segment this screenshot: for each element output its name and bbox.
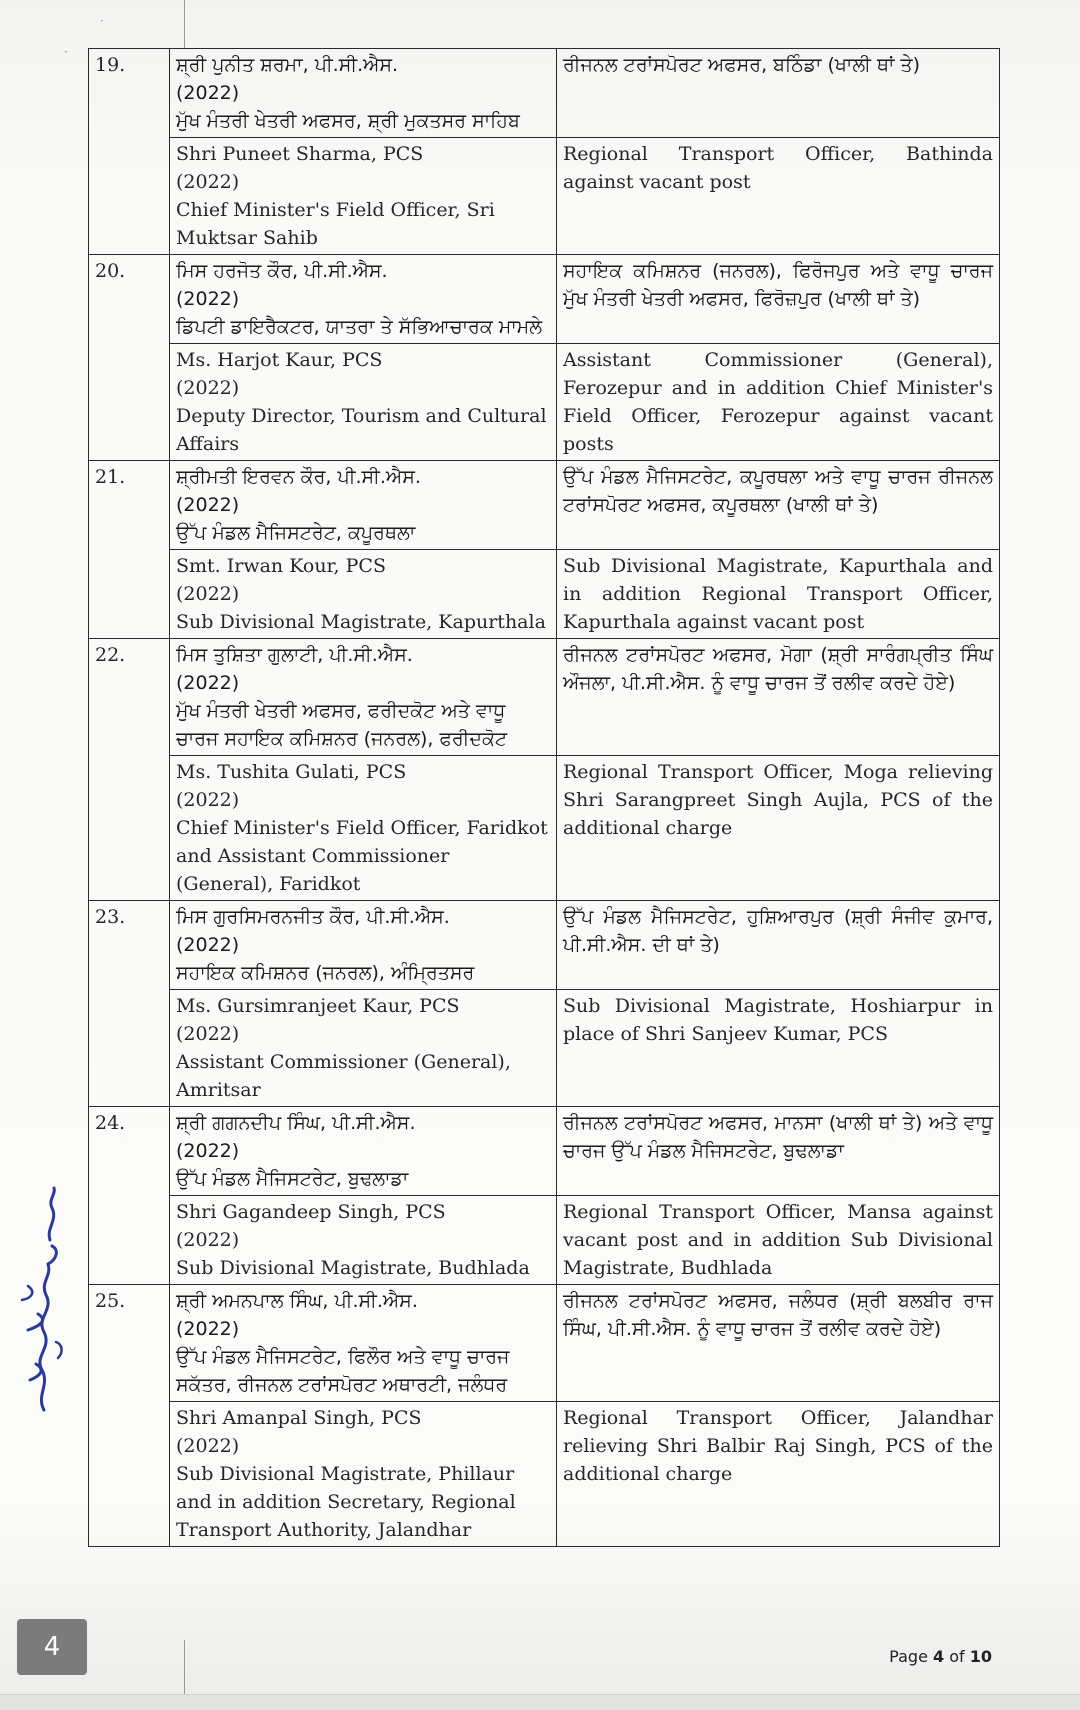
officer-name-punjabi [170, 1285, 557, 1402]
name-line: (2022) [176, 288, 240, 310]
serial-number: 21. [89, 461, 170, 639]
name-line: ਡਿਪਟੀ ਡਾਇਰੈਕਟਰ, ਯਾਤਰਾ ਤੇ ਸੱਭਿਆਚਾਰਕ ਮਾਮਲੇ [176, 316, 543, 338]
serial-number: 20. [89, 255, 170, 461]
page-footer [889, 1647, 992, 1666]
name-line: Chief Minister's Field Officer, Faridkot and Assistant Commissioner (General), Faridkot [176, 817, 548, 895]
officer-name-punjabi [170, 901, 557, 990]
table-row-punjabi [89, 461, 1000, 550]
table-row-english [89, 138, 1000, 255]
officer-name-punjabi [170, 49, 557, 138]
table-row-english [89, 1196, 1000, 1285]
name-line: ਮਿਸ ਤੁਸ਼ਿਤਾ ਗੁਲਾਟੀ, ਪੀ.ਸੀ.ਐਸ. [176, 644, 413, 666]
posting-punjabi: ਰੀਜਨਲ ਟਰਾਂਸਪੋਰਟ ਅਫਸਰ, ਮੋਗਾ (ਸ਼੍ਰੀ ਸਾਰੰਗਪ੍ਰੀਤ ਸਿੰਘ ਔਜਲਾ, ਪੀ.ਸੀ.ਐਸ. ਨੂੰ ਵਾਧੂ ਚਾਰਜ ਤੋਂ ਰਲੀਵ ਕਰਦੇ ਹੋਏ) [557, 639, 1000, 756]
name-line: Chief Minister's Field Officer, Sri Muktsar Sahib [176, 199, 495, 249]
name-line: Sub Divisional Magistrate, Kapurthala [176, 611, 546, 633]
officer-name-punjabi [170, 255, 557, 344]
officer-name-english [170, 344, 557, 461]
posting-english: Regional Transport Officer, Moga relieving Shri Sarangpreet Singh Aujla, PCS of the additional charge [557, 756, 1000, 901]
officer-name-punjabi [170, 461, 557, 550]
table-row-punjabi [89, 1285, 1000, 1402]
name-line: ਮਿਸ ਗੁਰਸਿਮਰਨਜੀਤ ਕੌਰ, ਪੀ.ਸੀ.ਐਸ. [176, 906, 450, 928]
table-row-english [89, 550, 1000, 639]
name-line: Smt. Irwan Kour, PCS [176, 555, 386, 577]
officer-name-english [170, 756, 557, 901]
posting-punjabi: ਸਹਾਇਕ ਕਮਿਸ਼ਨਰ (ਜਨਰਲ), ਫਿਰੋਜਪੁਰ ਅਤੇ ਵਾਧੂ ਚਾਰਜ ਮੁੱਖ ਮੰਤਰੀ ਖੇਤਰੀ ਅਫਸਰ, ਫਿਰੋਜ਼ਪੁਰ (ਖਾਲੀ ਥਾਂ ਤੇ) [557, 255, 1000, 344]
name-line: (2022) [176, 789, 240, 811]
name-line: (2022) [176, 1229, 240, 1251]
name-line: (2022) [176, 1023, 240, 1045]
table-row-punjabi [89, 49, 1000, 138]
name-line: (2022) [176, 934, 240, 956]
scan-mark: · [100, 14, 104, 28]
scan-bottom-strip [0, 1694, 1080, 1710]
footer-page-prefix: Page [889, 1647, 933, 1666]
officer-name-english [170, 990, 557, 1107]
name-line: Sub Divisional Magistrate, Phillaur and in addition Secretary, Regional Transport Authority, Jalandhar [176, 1463, 516, 1541]
posting-punjabi: ਉੱਪ ਮੰਡਲ ਮੈਜਿਸਟਰੇਟ, ਕਪੂਰਥਲਾ ਅਤੇ ਵਾਧੂ ਚਾਰਜ ਰੀਜਨਲ ਟਰਾਂਸਪੋਰਟ ਅਫਸਰ, ਕਪੂਰਥਲਾ (ਖਾਲੀ ਥਾਂ ਤੇ) [557, 461, 1000, 550]
footer-page-mid: of [944, 1647, 970, 1666]
page-number-badge: 4 [17, 1619, 87, 1675]
name-line: (2022) [176, 82, 240, 104]
name-line: (2022) [176, 1435, 240, 1457]
posting-english: Regional Transport Officer, Mansa against vacant post and in addition Sub Divisional Magistrate, Budhlada [557, 1196, 1000, 1285]
scan-edge-line [184, 0, 185, 48]
serial-number: 22. [89, 639, 170, 901]
posting-punjabi: ਰੀਜਨਲ ਟਰਾਂਸਪੋਰਟ ਅਫਸਰ, ਜਲੰਧਰ (ਸ਼੍ਰੀ ਬਲਬੀਰ ਰਾਜ ਸਿੰਘ, ਪੀ.ਸੀ.ਐਸ. ਨੂੰ ਵਾਧੂ ਚਾਰਜ ਤੋਂ ਰਲੀਵ ਕਰਦੇ ਹੋਏ) [557, 1285, 1000, 1402]
table-row-english [89, 344, 1000, 461]
table-row-punjabi [89, 901, 1000, 990]
posting-punjabi: ਉੱਪ ਮੰਡਲ ਮੈਜਿਸਟਰੇਟ, ਹੁਸ਼ਿਆਰਪੁਰ (ਸ਼੍ਰੀ ਸੰਜੀਵ ਕੁਮਾਰ, ਪੀ.ਸੀ.ਐਸ. ਦੀ ਥਾਂ ਤੇ) [557, 901, 1000, 990]
posting-english: Sub Divisional Magistrate, Kapurthala and in addition Regional Transport Officer, Kapurthala against vacant post [557, 550, 1000, 639]
name-line: (2022) [176, 583, 240, 605]
name-line: (2022) [176, 1318, 240, 1340]
officer-name-english [170, 550, 557, 639]
posting-english: Sub Divisional Magistrate, Hoshiarpur in place of Shri Sanjeev Kumar, PCS [557, 990, 1000, 1107]
name-line: (2022) [176, 494, 240, 516]
name-line: ਉੱਪ ਮੰਡਲ ਮੈਜਿਸਟਰੇਟ, ਕਪੂਰਥਲਾ [176, 522, 416, 544]
posting-punjabi: ਰੀਜਨਲ ਟਰਾਂਸਪੋਰਟ ਅਫਸਰ, ਬਠਿੰਡਾ (ਖਾਲੀ ਥਾਂ ਤੇ) [557, 49, 1000, 138]
name-line: Sub Divisional Magistrate, Budhlada [176, 1257, 530, 1279]
name-line: Ms. Gursimranjeet Kaur, PCS [176, 995, 460, 1017]
table-row-punjabi [89, 1107, 1000, 1196]
officer-name-english [170, 1196, 557, 1285]
posting-english: Assistant Commissioner (General), Ferozepur and in addition Chief Minister's Field Officer, Ferozepur against vacant posts [557, 344, 1000, 461]
name-line: Ms. Tushita Gulati, PCS [176, 761, 407, 783]
name-line: ਉੱਪ ਮੰਡਲ ਮੈਜਿਸਟਰੇਟ, ਫਿਲੌਰ ਅਤੇ ਵਾਧੂ ਚਾਰਜ ਸਕੱਤਰ, ਰੀਜਨਲ ਟਰਾਂਸਪੋਰਟ ਅਥਾਰਟੀ, ਜਲੰਧਰ [176, 1346, 510, 1396]
officer-name-english [170, 1402, 557, 1547]
posting-english: Regional Transport Officer, Jalandhar relieving Shri Balbir Raj Singh, PCS of the additional charge [557, 1402, 1000, 1547]
posting-punjabi: ਰੀਜਨਲ ਟਰਾਂਸਪੋਰਟ ਅਫਸਰ, ਮਾਨਸਾ (ਖਾਲੀ ਥਾਂ ਤੇ) ਅਤੇ ਵਾਧੂ ਚਾਰਜ ਉੱਪ ਮੰਡਲ ਮੈਜਿਸਟਰੇਟ, ਬੁਢਲਾਡਾ [557, 1107, 1000, 1196]
serial-number: 19. [89, 49, 170, 255]
name-line: ਸ਼੍ਰੀ ਗਗਨਦੀਪ ਸਿੰਘ, ਪੀ.ਸੀ.ਐਸ. [176, 1112, 416, 1134]
officer-name-english [170, 138, 557, 255]
name-line: ਸ਼੍ਰੀ ਪੁਨੀਤ ਸ਼ਰਮਾ, ਪੀ.ਸੀ.ਐਸ. [176, 54, 399, 76]
name-line: ਸਹਾਇਕ ਕਮਿਸ਼ਨਰ (ਜਨਰਲ), ਅੰਮ੍ਰਿਤਸਰ [176, 962, 475, 984]
name-line: Shri Gagandeep Singh, PCS [176, 1201, 446, 1223]
footer-page-total: 10 [969, 1647, 992, 1666]
name-line: Shri Puneet Sharma, PCS [176, 143, 424, 165]
officer-name-punjabi [170, 639, 557, 756]
name-line: (2022) [176, 1140, 240, 1162]
name-line: ਮੁੱਖ ਮੰਤਰੀ ਖੇਤਰੀ ਅਫਸਰ, ਸ਼੍ਰੀ ਮੁਕਤਸਰ ਸਾਹਿਬ [176, 110, 520, 132]
serial-number: 23. [89, 901, 170, 1107]
table-row-english [89, 990, 1000, 1107]
officer-name-punjabi [170, 1107, 557, 1196]
serial-number: 25. [89, 1285, 170, 1547]
name-line: (2022) [176, 171, 240, 193]
serial-number: 24. [89, 1107, 170, 1285]
table-row-punjabi [89, 639, 1000, 756]
name-line: ਮਿਸ ਹਰਜੋਤ ਕੌਰ, ਪੀ.ਸੀ.ਐਸ. [176, 260, 388, 282]
name-line: (2022) [176, 377, 240, 399]
footer-page-current: 4 [933, 1647, 945, 1666]
scan-mark: · [64, 45, 68, 59]
table-row-english [89, 1402, 1000, 1547]
name-line: Assistant Commissioner (General), Amritsar [176, 1051, 511, 1101]
name-line: Deputy Director, Tourism and Cultural Affairs [176, 405, 547, 455]
name-line: ਮੁੱਖ ਮੰਤਰੀ ਖੇਤਰੀ ਅਫਸਰ, ਫਰੀਦਕੋਟ ਅਤੇ ਵਾਧੂ ਚਾਰਜ ਸਹਾਇਕ ਕਮਿਸ਼ਨਰ (ਜਨਰਲ), ਫਰੀਦਕੋਟ [176, 700, 508, 750]
name-line: (2022) [176, 672, 240, 694]
name-line: Ms. Harjot Kaur, PCS [176, 349, 383, 371]
name-line: Shri Amanpal Singh, PCS [176, 1407, 422, 1429]
handwritten-signature [6, 1180, 70, 1420]
table-row-english [89, 756, 1000, 901]
name-line: ਉੱਪ ਮੰਡਲ ਮੈਜਿਸਟਰੇਟ, ਬੁਢਲਾਡਾ [176, 1168, 409, 1190]
name-line: ਸ਼੍ਰੀਮਤੀ ਇਰਵਨ ਕੌਰ, ਪੀ.ਸੀ.ਐਸ. [176, 466, 421, 488]
table-row-punjabi [89, 255, 1000, 344]
name-line: ਸ਼੍ਰੀ ਅਮਨਪਾਲ ਸਿੰਘ, ਪੀ.ਸੀ.ਐਸ. [176, 1290, 418, 1312]
posting-english: Regional Transport Officer, Bathinda against vacant post [557, 138, 1000, 255]
transfer-orders-table [88, 48, 1000, 1547]
